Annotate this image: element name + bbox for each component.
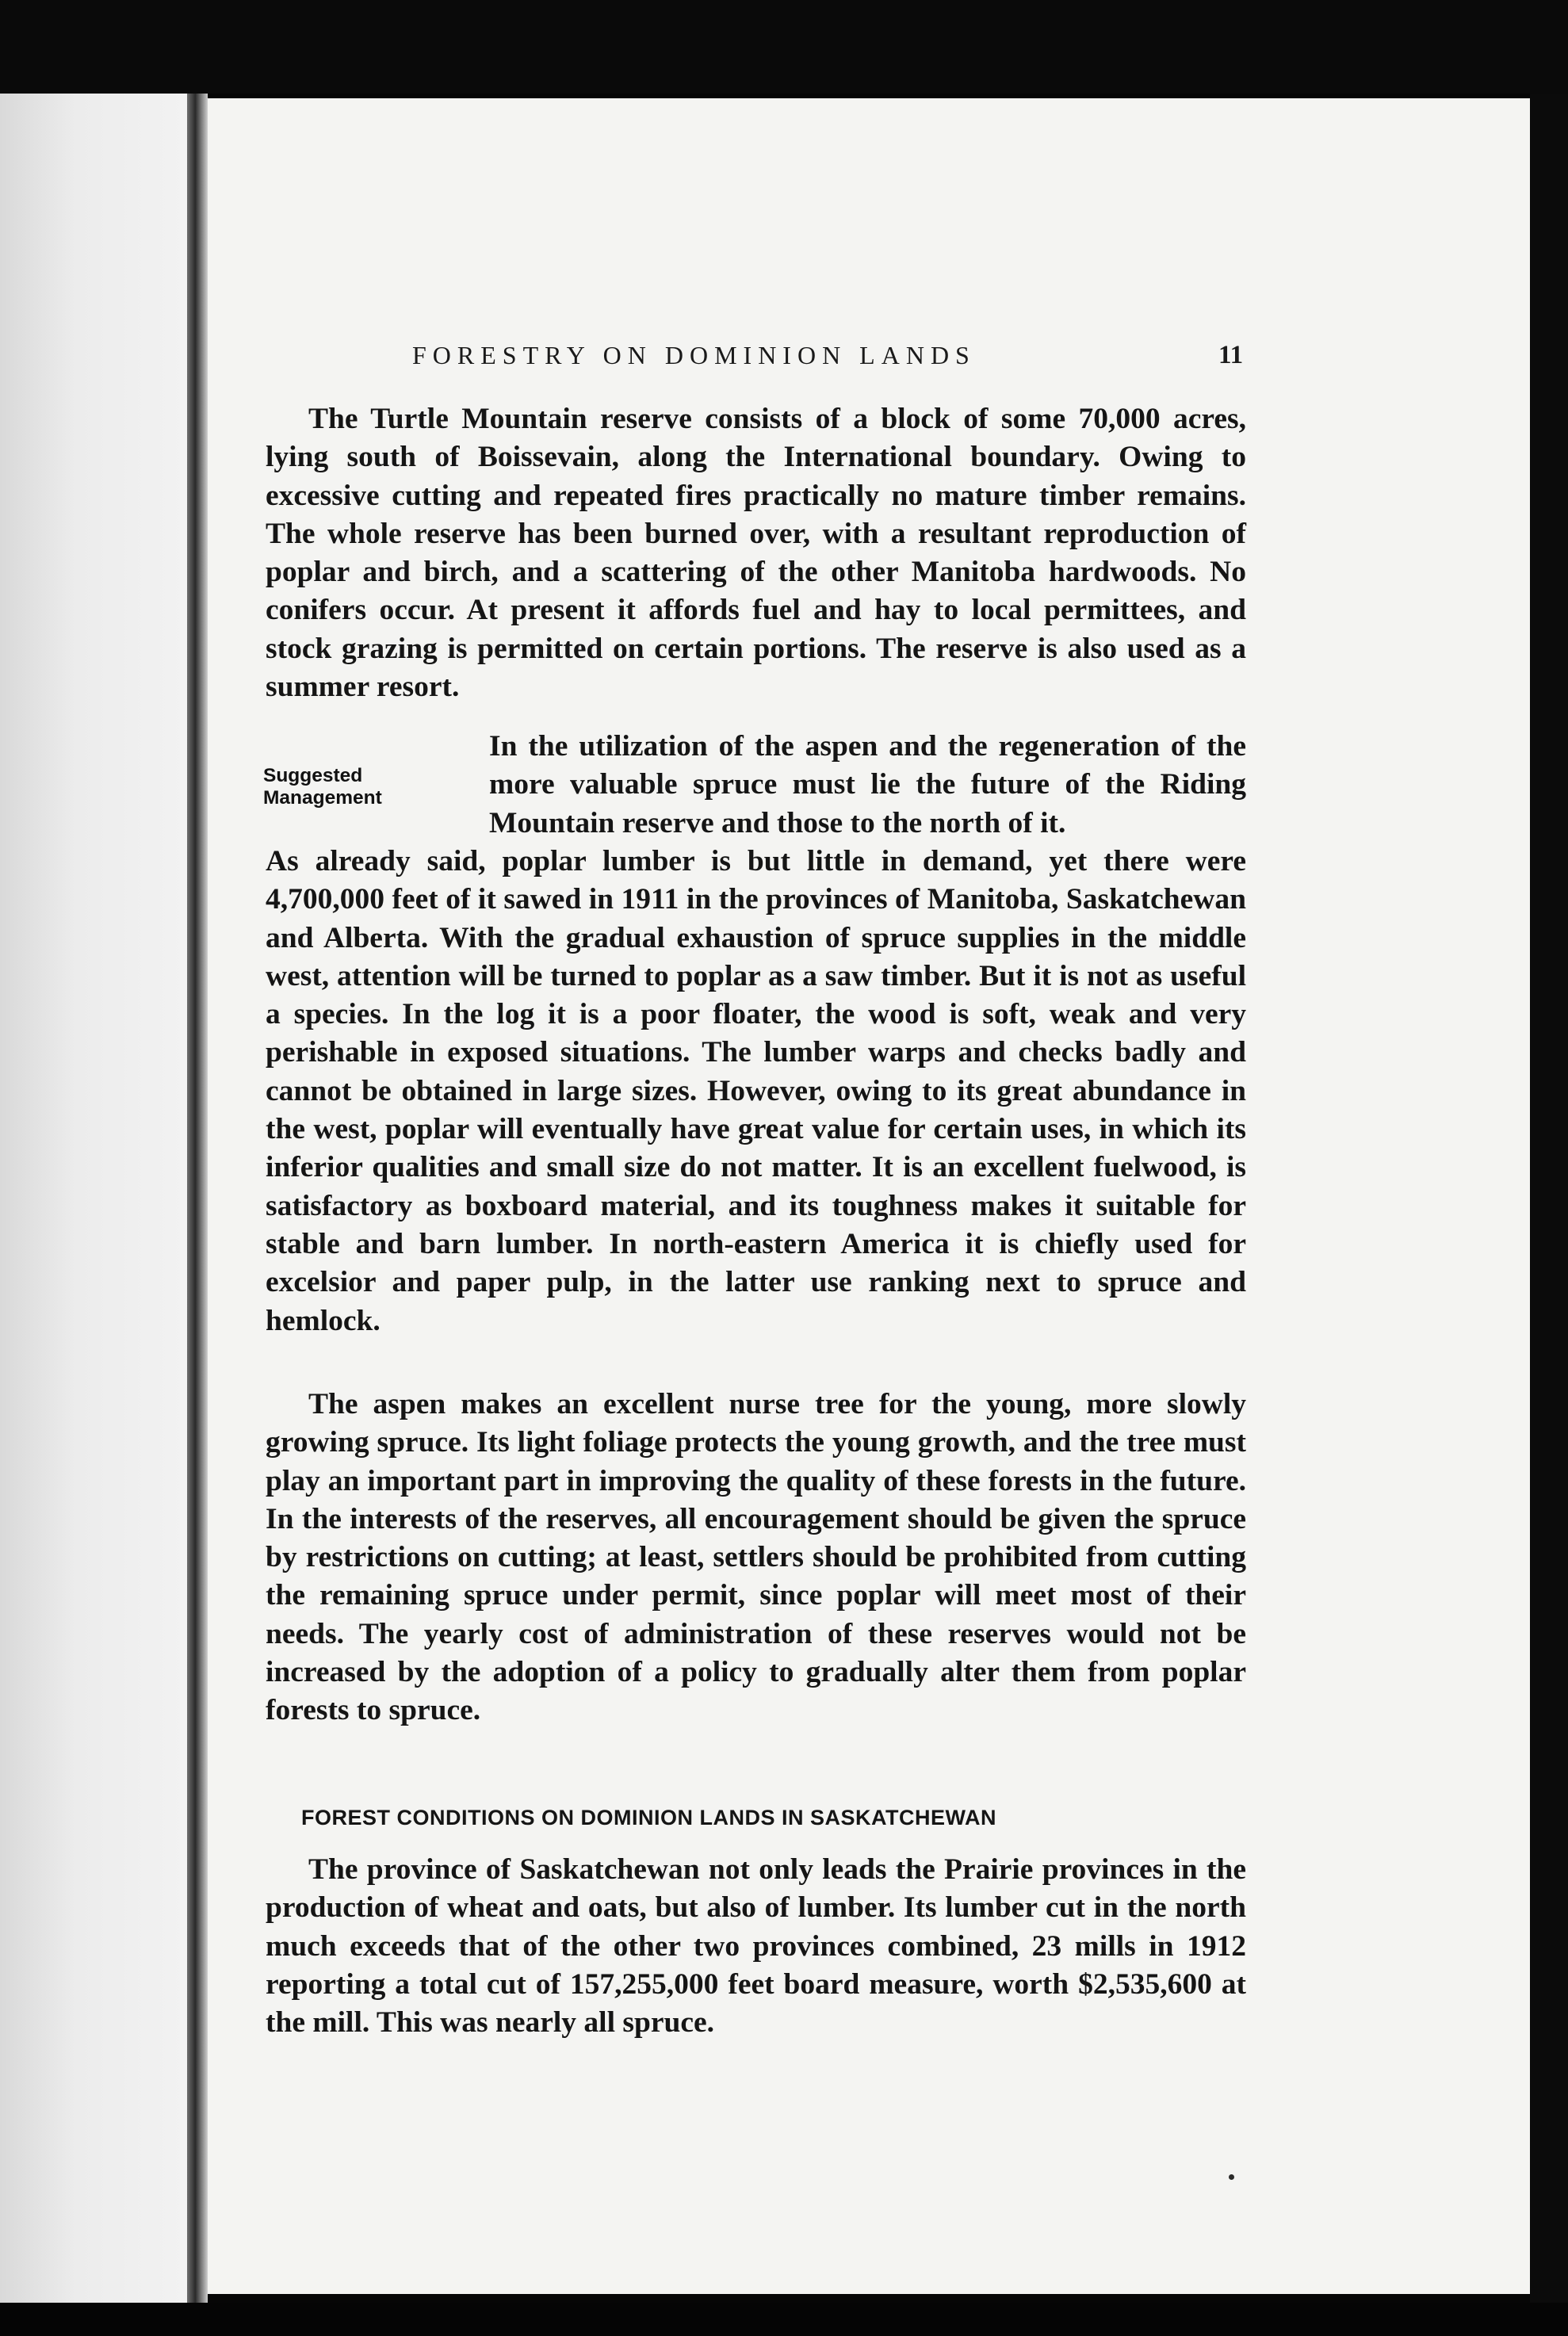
scan-bottom-border	[0, 2303, 1568, 2336]
paragraph-text: As already said, poplar lumber is but little in demand, yet there were 4,700,000 feet of it sawed in 1911 in the provinces of Manitoba, Saskatchewan and Alberta. With the gradual exhaustion of spruce supplies in the middle west, attention will be turned to poplar as a saw timber. But it is not as useful a species. In the log it is a poor floater, the wood is soft, weak and very perishable in exposed situations. The lumber warps and checks badly and cannot be obtained in large sizes. However, owing to its great abundance in the west, poplar will eventually have great value for certain uses, in which its inferior qualities and small size do not matter. It is an excellent fuelwood, is satisfactory as boxboard material, and its toughness makes it suitable for stable and barn lumber. In north-eastern America it is chiefly used for excelsior and paper pulp, in the latter use ranking next to spruce and hemlock.	[266, 845, 1246, 1337]
paragraph-turtle-mountain	[266, 400, 1246, 706]
paragraph-text: The aspen makes an excellent nurse tree for the young, more slowly growing spruce. Its light foliage protects the young growth, and the tree must play an important part in improving the quality of these forests in the future. In the interests of the reserves, all encouragement should be given the spruce by restrictions on cutting; at least, settlers should be prohibited from cutting the remaining spruce under permit, since poplar will meet most of their needs. The yearly cost of administration of these reserves would not be increased by the adoption of a policy to gradually alter them from poplar forests to spruce.	[266, 1388, 1246, 1727]
section-heading: FOREST CONDITIONS ON DOMINION LANDS IN SASKATCHEWAN	[301, 1806, 997, 1829]
page-number: 11	[1218, 341, 1244, 369]
running-head-title: FORESTRY ON DOMINION LANDS	[412, 341, 976, 369]
binding-shadow	[187, 94, 208, 2303]
paragraph-management-body	[266, 843, 1246, 1340]
scan-speck	[1229, 2174, 1234, 2180]
paragraph-management-intro: In the utilization of the aspen and the regeneration of the more valuable spruce must lie the future of the Riding Mountain reserve and those to the north of it.	[489, 730, 1246, 839]
scan-right-border	[1530, 94, 1568, 2303]
paragraph-text: The province of Saskatchewan not only leads the Prairie provinces in the production of wheat and oats, but also of lumber. Its lumber cut in the north much exceeds that of the other two provinces combined, 23 mills in 1912 reporting a total cut of 157,255,000 feet board measure, worth $2,535,600 at the mill. This was nearly all spruce.	[266, 1853, 1246, 2040]
side-note-line: Management	[263, 787, 382, 809]
side-note-line: Suggested	[263, 765, 363, 786]
paragraph-text: The Turtle Mountain reserve consists of a block of some 70,000 acres, lying south of Boissevain, along the International boundary. Owing to excessive cutting and repeated fires practically no mature timber remains. The whole reserve has been burned over, with a resultant reproduction of poplar and birch, and a scattering of the other Manitoba hardwoods. No conifers occur. At present it affords fuel and hay to local permittees, and stock grazing is permitted on certain portions. The reserve is also used as a summer resort.	[266, 403, 1246, 704]
side-note-suggested-management	[263, 765, 469, 809]
scan-top-border	[0, 0, 1568, 94]
paragraph-aspen-nurse	[266, 1386, 1246, 1730]
paragraph-saskatchewan	[266, 1851, 1246, 2042]
left-page-edge	[0, 94, 189, 2303]
